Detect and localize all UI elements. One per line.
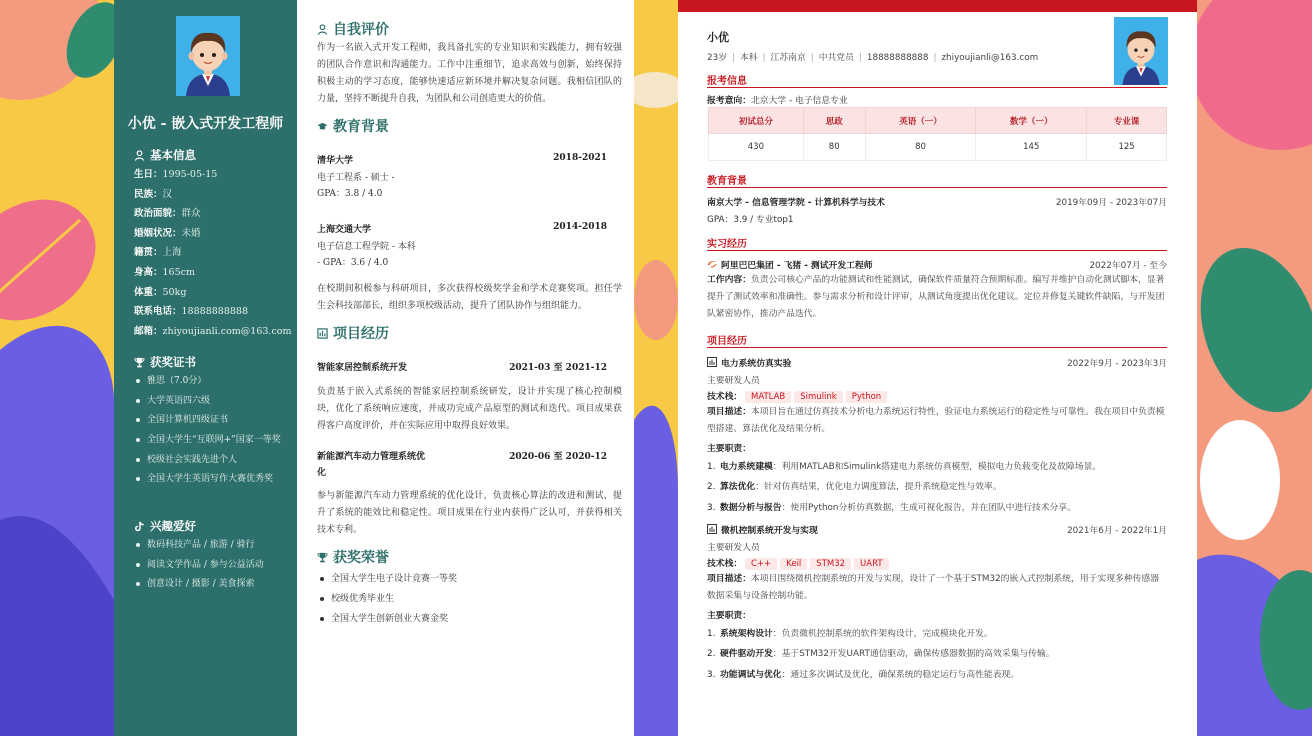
- table-row: 430 80 80 145 125: [709, 134, 1167, 161]
- tech-tag: UART: [854, 558, 889, 570]
- education-heading: 教育背景: [317, 116, 389, 136]
- basic-info-list: [134, 166, 294, 342]
- edu-school-row: 南京大学 - 信息管理学院 - 计算机科学与技术 2019年09月 - 2023年07月: [707, 198, 1167, 208]
- list-item: 校级社会实践先进个人: [134, 453, 284, 467]
- info-political: 政治面貌：群众: [134, 208, 201, 220]
- info-phone: 联系电话：18888888888: [134, 306, 249, 318]
- project-title-row: 微机控制系统开发与实现 2021年6月 - 2022年1月: [707, 523, 1167, 536]
- internship-heading: 实习经历: [707, 235, 1167, 251]
- project-icon: [317, 328, 328, 339]
- list-item: 2. 硬件驱动开发：基于STM32开发UART通信驱动，确保传感器数据的高效采集与传输。: [707, 649, 1055, 660]
- internship-desc: 工作内容：负责公司核心产品的功能测试和性能测试，确保软件质量符合预期标准。编写并维护自动化测试脚本，显著提升了测试效率和准确性。参与需求分析和设计评审，从测试角度提出优化建议。定位并修复关键软件缺陷，与开发团队紧密协作，推动产品迭代。: [707, 275, 1165, 319]
- resume-red: [678, 0, 1197, 736]
- project-desc: 项目描述：本项目旨在通过仿真技术分析电力系统运行特性，验证电力系统运行的稳定性与可靠性。我在项目中负责模型搭建、算法优化及结果分析。: [707, 407, 1165, 434]
- company-logo-icon: [707, 259, 717, 269]
- internship-company-row: 阿里巴巴集团 - 飞猪 - 测试开发工程师 2022年07月 - 至今: [707, 258, 1167, 271]
- project-icon: [707, 357, 717, 367]
- info-email: 邮箱：zhiyoujianli.com@163.com: [134, 325, 292, 337]
- list-item: 数码科技产品 / 旅游 / 骑行: [134, 538, 284, 552]
- boy-avatar-icon: [176, 16, 240, 96]
- list-item: 校级优秀毕业生: [317, 589, 457, 609]
- list-item: 全国计算机四级证书: [134, 413, 284, 427]
- top-accent-bar: [678, 0, 1197, 12]
- hobbies-heading: 兴趣爱好: [134, 518, 196, 534]
- tech-tag: Python: [846, 391, 887, 403]
- certs-heading: 获奖证书: [134, 354, 196, 370]
- project-role: 主要研发人员: [707, 376, 760, 386]
- edu-item-tsinghua: 清华大学 2018-2021: [317, 153, 607, 166]
- project-item: 智能家居控制系统开发 2021-03 至 2021-12: [317, 363, 607, 373]
- trophy-icon: [317, 552, 328, 563]
- info-weight: 体重：50kg: [134, 286, 187, 298]
- info-height: 身高：165cm: [134, 266, 195, 278]
- honors-heading: 获奖荣誉: [317, 547, 389, 567]
- list-item: 2. 算法优化：针对仿真结果，优化电力调度算法，提升系统稳定性与效率。: [707, 482, 1002, 493]
- list-item: 创意设计 / 摄影 / 美食探索: [134, 577, 284, 591]
- resume-sidebar: [114, 0, 297, 736]
- user-icon: [134, 150, 145, 161]
- resume-main: [317, 0, 622, 736]
- certs-list: [134, 374, 284, 492]
- project-duty-label: 主要职责：: [707, 611, 751, 621]
- edu-detail: 电子信息工程学院 - 本科: [317, 242, 416, 252]
- tech-tag: MATLAB: [745, 391, 791, 403]
- project-desc: 项目描述：本项目围绕微机控制系统的开发与实现，设计了一个基于STM32的嵌入式控制系统，用于实现多种传感器数据采集与设备控制功能。: [707, 574, 1160, 601]
- tiktok-icon: [134, 521, 145, 532]
- list-item: 3. 功能调试与优化：通过多次调试及优化，确保系统的稳定运行与高性能表现。: [707, 669, 1020, 680]
- project-item: 新能源汽车动力管理系统优化 2020-06 至 2020-12: [317, 452, 607, 478]
- info-marital: 婚姻状况：未婚: [134, 227, 201, 239]
- exam-intent: 报考意向：北京大学 - 电子信息专业: [707, 96, 848, 106]
- edu-gpa: - GPA：3.6 / 4.0: [317, 258, 389, 268]
- info-birthday: 生日：1995-05-15: [134, 169, 218, 180]
- project-role: 主要研发人员: [707, 543, 760, 553]
- list-item: 雅思（7.0分）: [134, 374, 284, 388]
- score-table: [708, 107, 1167, 161]
- edu-detail: 电子工程系 - 硕士 -: [317, 173, 395, 183]
- edu-gpa: GPA：3.8 / 4.0: [317, 189, 383, 199]
- edu-note: 在校期间积极参与科研项目，多次获得校级奖学金和学术竞赛奖项。担任学生会科技部部长，组织多项校级活动，提升了团队协作与组织能力。: [317, 284, 622, 311]
- exam-heading: 报考信息: [707, 72, 1167, 88]
- list-item: 全国大学生“互联网+”国家一等奖: [134, 433, 284, 447]
- basic-info-heading: 基本信息: [134, 147, 196, 163]
- education-heading: 教育背景: [707, 172, 1167, 188]
- list-item: 阅读文学作品 / 参与公益活动: [134, 558, 284, 572]
- trophy-icon: [134, 357, 145, 368]
- tech-tag: Keil: [780, 558, 807, 570]
- project-desc: 参与新能源汽车动力管理系统的优化设计，负责核心算法的改进和测试，提升了系统的能效比和稳定性。项目成果在行业内获得广泛认可，并获得相关技术专利。: [317, 491, 622, 535]
- project-duties: [707, 457, 1167, 518]
- projects-heading: 项目经历: [317, 323, 389, 343]
- list-item: 大学英语四六级: [134, 394, 284, 408]
- candidate-name: 小优 - 嵌入式开发工程师: [127, 116, 284, 132]
- project-tech-stack: 技术栈： MATLAB Simulink Python: [707, 389, 1167, 403]
- list-item: 全国大学生电子设计竞赛一等奖: [317, 569, 457, 589]
- info-ethnicity: 民族：汉: [134, 188, 173, 200]
- user-icon: [317, 24, 328, 35]
- edu-item-sjtu: 上海交通大学 2014-2018: [317, 222, 607, 235]
- list-item: 全国大学生创新创业大赛金奖: [317, 609, 457, 629]
- resume-teal: [114, 0, 634, 736]
- tech-tag: Simulink: [794, 391, 842, 403]
- list-item: 1. 电力系统建模：利用MATLAB和Simulink搭建电力系统仿真模型，模拟电力负载变化及故障场景。: [707, 462, 1102, 472]
- graduation-cap-icon: [317, 121, 328, 132]
- candidate-name: 小优: [707, 31, 729, 44]
- hobbies-list: [134, 538, 284, 597]
- project-tech-stack: 技术栈： C++ Keil STM32 UART: [707, 556, 1167, 570]
- project-duties: [707, 624, 1167, 685]
- projects-heading: 项目经历: [707, 332, 1167, 348]
- list-item: 1. 系统架构设计：负责微机控制系统的软件架构设计，完成模块化开发。: [707, 629, 993, 639]
- project-title-row: 电力系统仿真实验 2022年9月 - 2023年3月: [707, 356, 1167, 369]
- project-icon: [707, 524, 717, 534]
- edu-gpa: GPA：3.9 / 专业top1: [707, 215, 794, 225]
- list-item: 全国大学生英语写作大赛优秀奖: [134, 472, 284, 486]
- contact-line: 23岁 | 本科 | 江苏南京 | 中共党员 | 18888888888 | zhiyoujianli@163.com: [707, 53, 1039, 63]
- self-eval-heading: 自我评价: [317, 19, 389, 39]
- avatar: [176, 16, 240, 96]
- self-eval-text: 作为一名嵌入式开发工程师，我具备扎实的专业知识和实践能力，拥有较强的团队合作意识和沟通能力。工作中注重细节，追求高效与创新，始终保持积极主动的学习态度，能够快速适应新环境并解决复杂问题。我相信团队的力量，坚持不断提升自我，为团队和公司创造更大的价值。: [317, 43, 622, 104]
- honors-list: [317, 569, 457, 629]
- tech-tag: STM32: [810, 558, 851, 570]
- project-desc: 负责基于嵌入式系统的智能家居控制系统研发，设计并实现了核心控制模块，优化了系统响应速度，并成功完成产品原型的测试和迭代。项目成果获得客户高度评价，并在实际应用中取得良好效果。: [317, 387, 622, 431]
- tech-tag: C++: [745, 558, 777, 570]
- list-item: 3. 数据分析与报告：使用Python分析仿真数据，生成可视化报告，并在团队中进行技术分享。: [707, 502, 1076, 513]
- table-header-row: 初试总分 思政 英语（一） 数学（一） 专业课: [709, 108, 1167, 134]
- project-duty-label: 主要职责：: [707, 444, 751, 454]
- info-hometown: 籍贯：上海: [134, 247, 182, 259]
